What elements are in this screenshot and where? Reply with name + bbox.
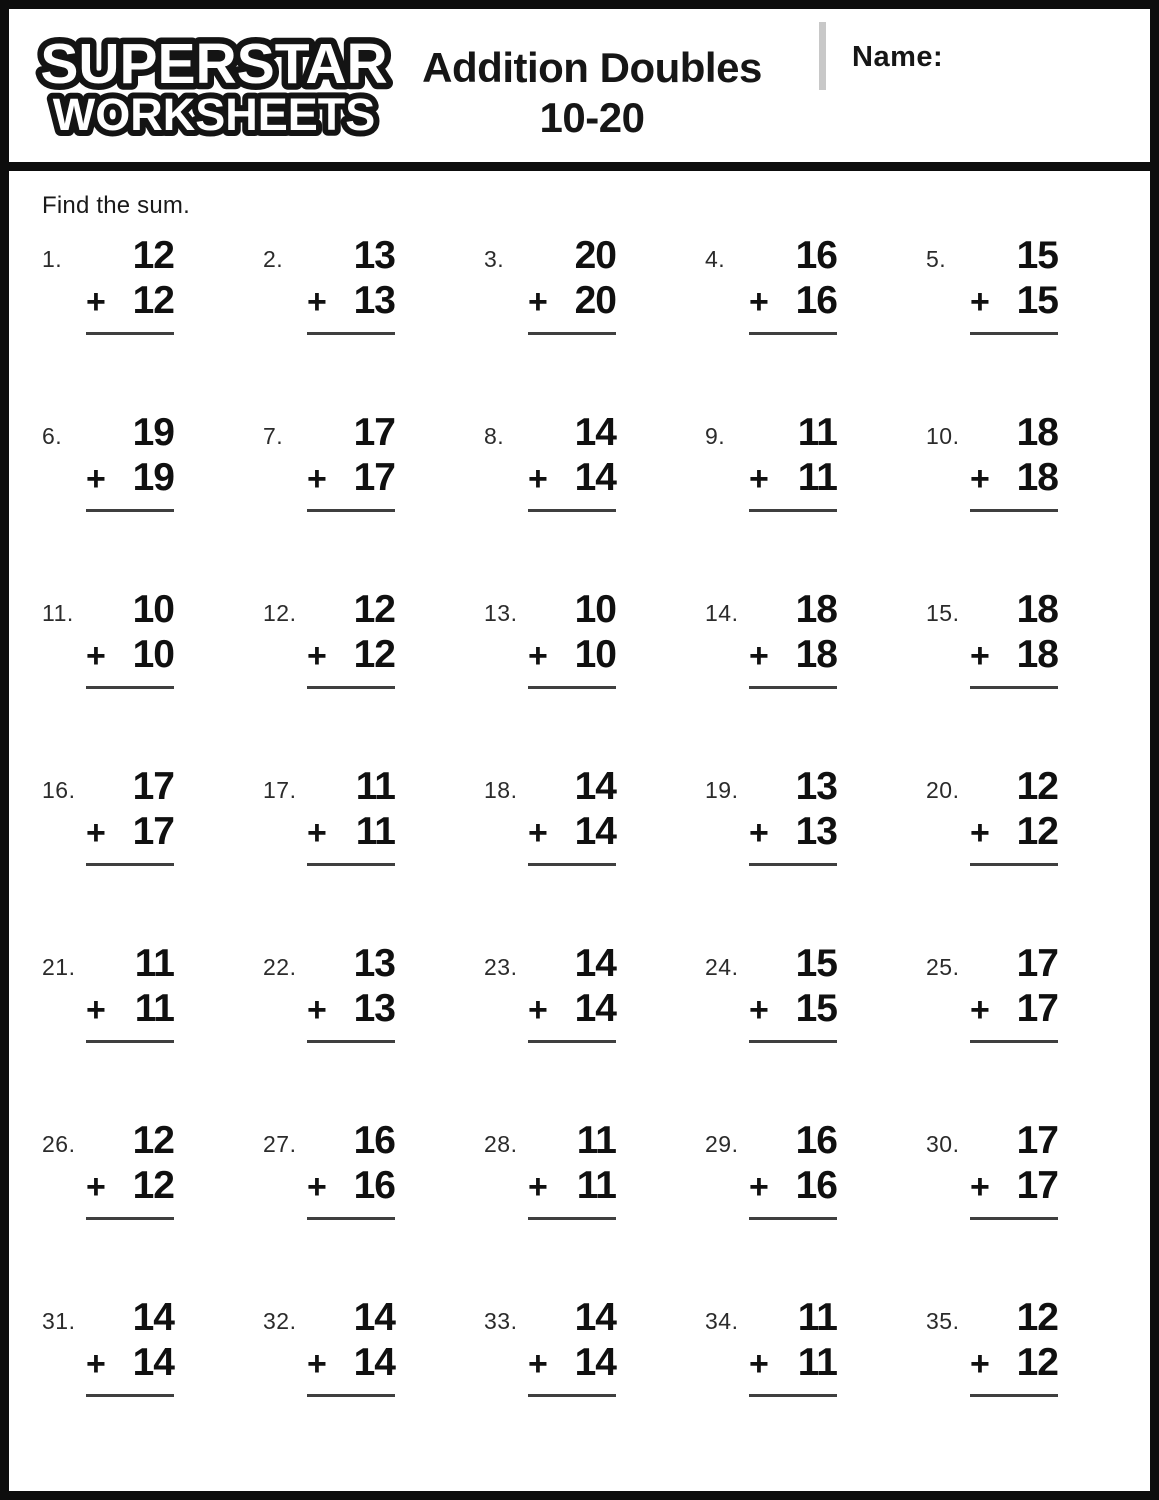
top-operand: 15 bbox=[1016, 234, 1058, 277]
problem-number: 34. bbox=[705, 1308, 739, 1334]
bottom-operand: 14 bbox=[574, 1341, 616, 1384]
problem-number: 26. bbox=[42, 1131, 76, 1157]
problem-computation bbox=[307, 764, 395, 941]
answer-line[interactable] bbox=[970, 686, 1058, 689]
bottom-operand: 17 bbox=[132, 810, 174, 853]
answer-line[interactable] bbox=[86, 686, 174, 689]
problem-number: 4. bbox=[705, 246, 726, 272]
problem bbox=[484, 1118, 705, 1295]
top-operand: 10 bbox=[132, 588, 174, 631]
answer-line[interactable] bbox=[749, 332, 837, 335]
bottom-operand: 12 bbox=[132, 1164, 174, 1207]
problem-computation bbox=[749, 764, 837, 941]
bottom-operand: 17 bbox=[1016, 987, 1058, 1030]
problem-number: 23. bbox=[484, 954, 518, 980]
top-operand: 17 bbox=[353, 411, 395, 454]
answer-line[interactable] bbox=[970, 1040, 1058, 1043]
problem-computation bbox=[307, 941, 395, 1118]
top-operand: 18 bbox=[795, 588, 837, 631]
bottom-operand: 10 bbox=[574, 633, 616, 676]
bottom-operand: 15 bbox=[1016, 279, 1058, 322]
problem-number: 29. bbox=[705, 1131, 739, 1157]
problem-number: 13. bbox=[484, 600, 518, 626]
problem bbox=[926, 1295, 1147, 1472]
plus-sign: + bbox=[970, 637, 989, 675]
problem bbox=[484, 410, 705, 587]
top-operand: 11 bbox=[134, 942, 174, 985]
problem-number: 28. bbox=[484, 1131, 518, 1157]
problem-computation bbox=[749, 233, 837, 410]
bottom-operand: 12 bbox=[353, 633, 395, 676]
problem bbox=[42, 587, 263, 764]
plus-sign: + bbox=[749, 637, 768, 675]
problem-number: 20. bbox=[926, 777, 960, 803]
answer-line[interactable] bbox=[528, 863, 616, 866]
problem-computation bbox=[970, 1295, 1058, 1472]
worksheet-title-line2: 10-20 bbox=[539, 93, 645, 141]
plus-sign: + bbox=[307, 637, 326, 675]
problem bbox=[263, 410, 484, 587]
problem bbox=[926, 410, 1147, 587]
problem-computation bbox=[86, 1295, 174, 1472]
plus-operand-row bbox=[970, 809, 1058, 856]
plus-operand-row bbox=[528, 986, 616, 1033]
problem-computation bbox=[970, 1118, 1058, 1295]
problem bbox=[484, 764, 705, 941]
problem-number: 12. bbox=[263, 600, 297, 626]
plus-operand-row bbox=[749, 455, 837, 502]
answer-line[interactable] bbox=[528, 332, 616, 335]
bottom-operand: 11 bbox=[797, 1341, 837, 1384]
answer-line[interactable] bbox=[307, 686, 395, 689]
problem bbox=[263, 941, 484, 1118]
top-operand: 16 bbox=[353, 1119, 395, 1162]
plus-operand-row bbox=[528, 632, 616, 679]
answer-line[interactable] bbox=[307, 509, 395, 512]
plus-sign: + bbox=[970, 991, 989, 1029]
bottom-operand: 18 bbox=[795, 633, 837, 676]
bottom-operand: 12 bbox=[132, 279, 174, 322]
problem bbox=[42, 764, 263, 941]
answer-line[interactable] bbox=[307, 332, 395, 335]
top-operand: 14 bbox=[574, 411, 616, 454]
problem bbox=[926, 233, 1147, 410]
top-operand: 16 bbox=[795, 234, 837, 277]
answer-line[interactable] bbox=[86, 1217, 174, 1220]
top-operand: 14 bbox=[574, 765, 616, 808]
name-label: Name: bbox=[852, 41, 944, 73]
answer-line[interactable] bbox=[86, 863, 174, 866]
plus-sign: + bbox=[86, 1168, 105, 1206]
top-operand: 18 bbox=[1016, 588, 1058, 631]
bottom-operand: 10 bbox=[132, 633, 174, 676]
plus-sign: + bbox=[86, 637, 105, 675]
plus-operand-row bbox=[86, 632, 174, 679]
plus-operand-row bbox=[307, 809, 395, 856]
problem bbox=[42, 233, 263, 410]
answer-line[interactable] bbox=[970, 1394, 1058, 1397]
top-operand: 14 bbox=[353, 1296, 395, 1339]
problem-computation bbox=[749, 410, 837, 587]
problem bbox=[42, 410, 263, 587]
bottom-operand: 14 bbox=[132, 1341, 174, 1384]
worksheet-body bbox=[9, 171, 1150, 1472]
problem-number: 5. bbox=[926, 246, 947, 272]
plus-operand-row bbox=[528, 1163, 616, 1210]
superstar-worksheets-logo bbox=[9, 9, 401, 143]
problem-number: 35. bbox=[926, 1308, 960, 1334]
answer-line[interactable] bbox=[307, 1040, 395, 1043]
problem-computation bbox=[528, 587, 616, 764]
plus-sign: + bbox=[528, 283, 547, 321]
plus-sign: + bbox=[86, 814, 105, 852]
name-divider-bar bbox=[819, 22, 826, 90]
bottom-operand: 11 bbox=[134, 987, 174, 1030]
plus-operand-row bbox=[970, 455, 1058, 502]
answer-line[interactable] bbox=[970, 863, 1058, 866]
problem-number: 25. bbox=[926, 954, 960, 980]
top-operand: 13 bbox=[353, 942, 395, 985]
top-operand: 15 bbox=[795, 942, 837, 985]
plus-sign: + bbox=[307, 814, 326, 852]
plus-sign: + bbox=[970, 1345, 989, 1383]
top-operand: 20 bbox=[574, 234, 616, 277]
plus-operand-row bbox=[307, 632, 395, 679]
problem-computation bbox=[528, 941, 616, 1118]
plus-operand-row bbox=[749, 1163, 837, 1210]
top-operand: 17 bbox=[132, 765, 174, 808]
problem bbox=[263, 233, 484, 410]
problem bbox=[263, 1295, 484, 1472]
bottom-operand: 14 bbox=[574, 987, 616, 1030]
bottom-operand: 17 bbox=[353, 456, 395, 499]
plus-operand-row bbox=[86, 1163, 174, 1210]
answer-line[interactable] bbox=[528, 1040, 616, 1043]
plus-sign: + bbox=[749, 1168, 768, 1206]
problem bbox=[926, 1118, 1147, 1295]
top-operand: 11 bbox=[355, 765, 395, 808]
problem-computation bbox=[528, 410, 616, 587]
plus-sign: + bbox=[749, 460, 768, 498]
problem-number: 22. bbox=[263, 954, 297, 980]
problem bbox=[705, 1118, 926, 1295]
answer-line[interactable] bbox=[528, 509, 616, 512]
answer-line[interactable] bbox=[749, 1217, 837, 1220]
answer-line[interactable] bbox=[528, 686, 616, 689]
plus-operand-row bbox=[749, 278, 837, 325]
top-operand: 12 bbox=[1016, 765, 1058, 808]
plus-sign: + bbox=[528, 1345, 547, 1383]
plus-operand-row bbox=[970, 1163, 1058, 1210]
answer-line[interactable] bbox=[749, 1394, 837, 1397]
plus-sign: + bbox=[749, 283, 768, 321]
top-operand: 16 bbox=[795, 1119, 837, 1162]
plus-sign: + bbox=[970, 814, 989, 852]
plus-operand-row bbox=[970, 1340, 1058, 1387]
bottom-operand: 14 bbox=[574, 456, 616, 499]
bottom-operand: 14 bbox=[353, 1341, 395, 1384]
plus-operand-row bbox=[86, 986, 174, 1033]
problem bbox=[705, 1295, 926, 1472]
bottom-operand: 13 bbox=[353, 987, 395, 1030]
plus-operand-row bbox=[749, 632, 837, 679]
problem bbox=[926, 587, 1147, 764]
plus-operand-row bbox=[749, 986, 837, 1033]
plus-operand-row bbox=[307, 1163, 395, 1210]
problem bbox=[705, 233, 926, 410]
bottom-operand: 20 bbox=[574, 279, 616, 322]
answer-line[interactable] bbox=[307, 1217, 395, 1220]
top-operand: 12 bbox=[132, 234, 174, 277]
top-operand: 14 bbox=[132, 1296, 174, 1339]
problem-computation bbox=[307, 233, 395, 410]
bottom-operand: 13 bbox=[353, 279, 395, 322]
top-operand: 17 bbox=[1016, 1119, 1058, 1162]
top-operand: 13 bbox=[795, 765, 837, 808]
top-operand: 18 bbox=[1016, 411, 1058, 454]
answer-line[interactable] bbox=[970, 1217, 1058, 1220]
problem bbox=[42, 1295, 263, 1472]
problem-computation bbox=[86, 410, 174, 587]
plus-sign: + bbox=[528, 814, 547, 852]
plus-operand-row bbox=[307, 455, 395, 502]
problem-computation bbox=[970, 233, 1058, 410]
problem-computation bbox=[749, 1295, 837, 1472]
plus-operand-row bbox=[86, 455, 174, 502]
problem-computation bbox=[970, 764, 1058, 941]
problem-number: 31. bbox=[42, 1308, 76, 1334]
problem bbox=[484, 233, 705, 410]
problem-number: 19. bbox=[705, 777, 739, 803]
problem-computation bbox=[86, 941, 174, 1118]
top-operand: 12 bbox=[1016, 1296, 1058, 1339]
plus-operand-row bbox=[86, 809, 174, 856]
problem-computation bbox=[86, 587, 174, 764]
plus-sign: + bbox=[528, 1168, 547, 1206]
problem-computation bbox=[528, 764, 616, 941]
top-operand: 12 bbox=[132, 1119, 174, 1162]
problem-number: 30. bbox=[926, 1131, 960, 1157]
answer-line[interactable] bbox=[970, 509, 1058, 512]
problem-number: 8. bbox=[484, 423, 505, 449]
problem-computation bbox=[307, 410, 395, 587]
problem-number: 11. bbox=[42, 600, 74, 626]
problem bbox=[705, 941, 926, 1118]
plus-sign: + bbox=[749, 1345, 768, 1383]
plus-sign: + bbox=[970, 283, 989, 321]
problem-number: 27. bbox=[263, 1131, 297, 1157]
bottom-operand: 12 bbox=[1016, 810, 1058, 853]
bottom-operand: 16 bbox=[795, 279, 837, 322]
top-operand: 12 bbox=[353, 588, 395, 631]
plus-operand-row bbox=[970, 986, 1058, 1033]
bottom-operand: 19 bbox=[132, 456, 174, 499]
top-operand: 14 bbox=[574, 942, 616, 985]
bottom-operand: 18 bbox=[1016, 456, 1058, 499]
answer-line[interactable] bbox=[86, 332, 174, 335]
problem bbox=[484, 1295, 705, 1472]
plus-sign: + bbox=[528, 637, 547, 675]
logo-line1: SUPERSTAR bbox=[40, 32, 388, 96]
instructions-text: Find the sum. bbox=[42, 192, 190, 219]
answer-line[interactable] bbox=[86, 1040, 174, 1043]
problem-number: 7. bbox=[263, 423, 284, 449]
problem-number: 18. bbox=[484, 777, 518, 803]
problem-number: 9. bbox=[705, 423, 726, 449]
answer-line[interactable] bbox=[86, 1394, 174, 1397]
problem bbox=[705, 587, 926, 764]
problem-number: 15. bbox=[926, 600, 960, 626]
problem-number: 10. bbox=[926, 423, 960, 449]
problem-computation bbox=[749, 587, 837, 764]
problem bbox=[926, 764, 1147, 941]
name-field-group bbox=[819, 9, 943, 90]
bottom-operand: 16 bbox=[353, 1164, 395, 1207]
problem-computation bbox=[970, 941, 1058, 1118]
top-operand: 19 bbox=[132, 411, 174, 454]
bottom-operand: 17 bbox=[1016, 1164, 1058, 1207]
plus-sign: + bbox=[307, 991, 326, 1029]
problem-computation bbox=[528, 1118, 616, 1295]
problem bbox=[42, 1118, 263, 1295]
plus-sign: + bbox=[307, 1168, 326, 1206]
plus-operand-row bbox=[528, 278, 616, 325]
plus-operand-row bbox=[749, 809, 837, 856]
logo-line2: WORKSHEETS bbox=[52, 89, 376, 140]
plus-operand-row bbox=[528, 455, 616, 502]
worksheet-header bbox=[9, 9, 1150, 171]
plus-sign: + bbox=[86, 1345, 105, 1383]
problem-number: 1. bbox=[42, 246, 63, 272]
problem-number: 33. bbox=[484, 1308, 518, 1334]
top-operand: 14 bbox=[574, 1296, 616, 1339]
problem-number: 14. bbox=[705, 600, 739, 626]
problems-grid bbox=[42, 233, 1150, 1472]
plus-operand-row bbox=[86, 278, 174, 325]
logo-bubble-text bbox=[27, 25, 401, 143]
problem bbox=[705, 410, 926, 587]
plus-sign: + bbox=[307, 283, 326, 321]
bottom-operand: 11 bbox=[797, 456, 837, 499]
bottom-operand: 11 bbox=[355, 810, 395, 853]
worksheet-title bbox=[401, 9, 783, 142]
answer-line[interactable] bbox=[749, 1040, 837, 1043]
answer-line[interactable] bbox=[970, 332, 1058, 335]
answer-line[interactable] bbox=[749, 509, 837, 512]
problem-computation bbox=[528, 233, 616, 410]
problem bbox=[42, 941, 263, 1118]
plus-sign: + bbox=[307, 460, 326, 498]
plus-operand-row bbox=[307, 1340, 395, 1387]
problem-computation bbox=[86, 1118, 174, 1295]
plus-sign: + bbox=[528, 460, 547, 498]
plus-operand-row bbox=[749, 1340, 837, 1387]
problem-computation bbox=[86, 233, 174, 410]
plus-sign: + bbox=[970, 460, 989, 498]
problem bbox=[263, 1118, 484, 1295]
plus-operand-row bbox=[970, 632, 1058, 679]
plus-sign: + bbox=[86, 460, 105, 498]
problem-computation bbox=[970, 410, 1058, 587]
problem-computation bbox=[749, 941, 837, 1118]
problem-number: 2. bbox=[263, 246, 284, 272]
top-operand: 11 bbox=[576, 1119, 616, 1162]
problem-computation bbox=[307, 1295, 395, 1472]
worksheet-title-line1: Addition Doubles bbox=[422, 44, 762, 91]
plus-sign: + bbox=[749, 991, 768, 1029]
plus-sign: + bbox=[86, 283, 105, 321]
problem-number: 24. bbox=[705, 954, 739, 980]
problem-number: 6. bbox=[42, 423, 63, 449]
problem bbox=[263, 587, 484, 764]
problem bbox=[926, 941, 1147, 1118]
problem-computation bbox=[307, 587, 395, 764]
problem bbox=[263, 764, 484, 941]
plus-sign: + bbox=[307, 1345, 326, 1383]
problem-computation bbox=[86, 764, 174, 941]
problem-number: 16. bbox=[42, 777, 76, 803]
plus-sign: + bbox=[970, 1168, 989, 1206]
answer-line[interactable] bbox=[86, 509, 174, 512]
bottom-operand: 18 bbox=[1016, 633, 1058, 676]
plus-operand-row bbox=[307, 986, 395, 1033]
bottom-operand: 11 bbox=[576, 1164, 616, 1207]
problem bbox=[484, 587, 705, 764]
problem-computation bbox=[749, 1118, 837, 1295]
plus-sign: + bbox=[749, 814, 768, 852]
top-operand: 10 bbox=[574, 588, 616, 631]
problem-number: 32. bbox=[263, 1308, 297, 1334]
bottom-operand: 12 bbox=[1016, 1341, 1058, 1384]
problem-number: 17. bbox=[263, 777, 297, 803]
problem-computation bbox=[307, 1118, 395, 1295]
bottom-operand: 16 bbox=[795, 1164, 837, 1207]
plus-operand-row bbox=[86, 1340, 174, 1387]
plus-operand-row bbox=[528, 809, 616, 856]
bottom-operand: 13 bbox=[795, 810, 837, 853]
problem-number: 21. bbox=[42, 954, 76, 980]
answer-line[interactable] bbox=[528, 1217, 616, 1220]
top-operand: 13 bbox=[353, 234, 395, 277]
problem-number: 3. bbox=[484, 246, 505, 272]
answer-line[interactable] bbox=[749, 863, 837, 866]
problem-computation bbox=[970, 587, 1058, 764]
answer-line[interactable] bbox=[307, 1394, 395, 1397]
top-operand: 11 bbox=[797, 411, 837, 454]
answer-line[interactable] bbox=[307, 863, 395, 866]
bottom-operand: 14 bbox=[574, 810, 616, 853]
problem bbox=[484, 941, 705, 1118]
plus-sign: + bbox=[86, 991, 105, 1029]
problem-computation bbox=[528, 1295, 616, 1472]
answer-line[interactable] bbox=[749, 686, 837, 689]
top-operand: 17 bbox=[1016, 942, 1058, 985]
plus-operand-row bbox=[528, 1340, 616, 1387]
top-operand: 11 bbox=[797, 1296, 837, 1339]
problem bbox=[705, 764, 926, 941]
plus-sign: + bbox=[528, 991, 547, 1029]
bottom-operand: 15 bbox=[795, 987, 837, 1030]
plus-operand-row bbox=[970, 278, 1058, 325]
answer-line[interactable] bbox=[528, 1394, 616, 1397]
plus-operand-row bbox=[307, 278, 395, 325]
